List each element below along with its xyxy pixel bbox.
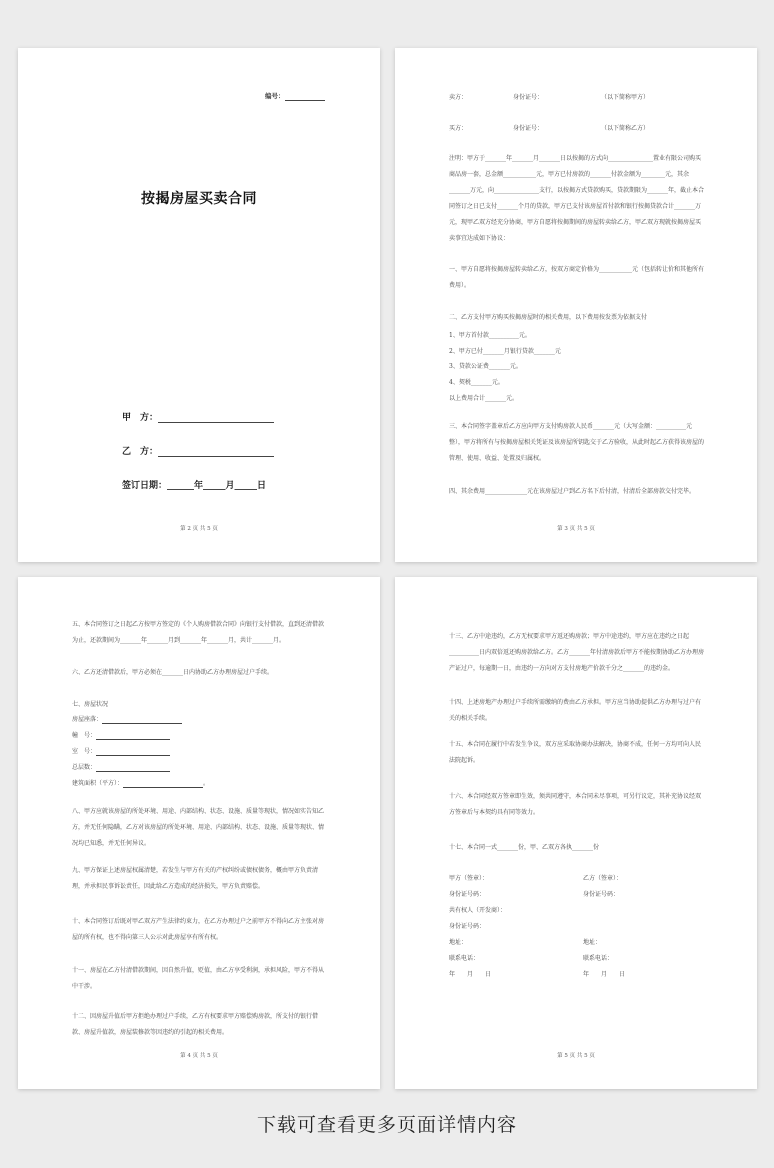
id-party-a: 身份证号码：	[449, 891, 486, 898]
property-field: 室 号：	[72, 747, 170, 756]
party-b-field: 乙 方：	[122, 444, 274, 457]
sign-party-a: 甲方（签章）：	[449, 875, 489, 882]
property-field: 总层数：	[72, 763, 170, 772]
download-more-prompt[interactable]: 下载可查看更多页面详情内容	[256, 1114, 517, 1136]
clause-5: 五、本合同签订之日起乙方按甲方签定的《个人购房借款合同》向银行支付借款，直到还清借款为止，还款期间为_______年_______月到_______年_______月，共计_______月。	[72, 621, 325, 644]
seller-ref: （以下简称甲方）	[601, 94, 650, 101]
contract-page-cover	[18, 48, 380, 562]
clause-17: 十七、本合同一式_______份，甲、乙双方各执_______份	[449, 844, 600, 851]
co-owner-label: 共有权人（开发商）：	[449, 907, 507, 914]
contract-number-label: 编号：	[265, 92, 325, 101]
address-b: 地址：	[583, 939, 602, 946]
clause-16: 十六、本合同经双方签章即生效，须共同遵守，本合同未尽事项，可另行议定，其补充协议经双方签章后与本契约具有同等效力。	[449, 793, 702, 816]
phone-b: 联系电话：	[583, 955, 614, 962]
clause-2: 二、乙方支付甲方购买按揭房屋时的相关费用，以下费用按发票为依据支付	[449, 314, 648, 321]
watermark	[100, 470, 117, 499]
id-co-owner: 身份证号码：	[449, 923, 486, 930]
fee-total: 以上费用合计_______元。	[449, 395, 519, 402]
id-party-b: 身份证号码：	[583, 891, 620, 898]
party-a-field: 甲 方：	[122, 410, 274, 423]
buyer-label: 买方：	[449, 125, 468, 132]
clause-10: 十、本合同签订后既对甲乙双方产生法律约束力，在乙方办理过户之前甲方不得向乙方主张对房屋的所有权，也不得向第三人公示对此房屋享有所有权。	[72, 918, 325, 941]
contract-page-5	[395, 577, 757, 1089]
property-field: 房屋座落：	[72, 715, 182, 724]
contract-page-2	[395, 48, 757, 562]
property-field: 建筑面积（平方）： 。	[72, 780, 210, 787]
page-number: 第 4 页 共 5 页	[180, 1053, 218, 1059]
clause-11: 十一、房屋在乙方付清借款期间，因自然升值，贬值，由乙方享受利润，承担风险，甲方不得从中干涉。	[72, 967, 325, 990]
address-a: 地址：	[449, 939, 468, 946]
clause-8: 八、甲方应就该房屋的所处环境、用途、内部结构、状态、设施、质量等现状，情况如实告知乙方，并无任何隐瞒，乙方对该房屋的所处环境、用途、内部结构、状态、设施、质量等现状、情况均已知悉，并无任何异议。	[72, 808, 325, 847]
clause-13: 十三、乙方中途违约，乙方无权要求甲方返还购房款；甲方中途违约，甲方应在违约之日起__________日内双倍返还购房款给乙方。乙方_______年付清房款后甲方不能按期协助乙方办理房产证过户，每逾期一日，由违约一方向对方支付房地产价款千分之_______的违约金。	[449, 633, 705, 672]
clause-9: 九、甲方保证上述房屋权属清楚，若发生与甲方有关的产权纠纷或债权债务，概由甲方负责清理，并承担民事诉讼责任，因此给乙方造成的经济损失，甲方负责赔偿。	[72, 867, 319, 890]
page-number: 第 5 页 共 5 页	[557, 1053, 595, 1059]
sign-date-field: 签订日期：______年_____月_____日	[122, 481, 267, 491]
page-number: 第 3 页 共 5 页	[557, 526, 595, 532]
property-field: 幢 号：	[72, 731, 170, 740]
contract-title: 按揭房屋买卖合同	[141, 191, 257, 207]
clause-12: 十二、因房屋升值后甲方拒绝办理过户手续，乙方有权要求甲方赔偿购房款，所支付的银行借款、房屋升值款，房屋装修款等因违约的引起的相关费用。	[72, 1013, 319, 1036]
phone-a: 联系电话：	[449, 955, 480, 962]
seller-id-label: 身份证号：	[513, 94, 544, 101]
seller-label: 卖方：	[449, 94, 468, 101]
sign-party-b: 乙方（签章）：	[583, 875, 623, 882]
clause-15: 十五、本合同在履行中若发生争议，双方应采取协商办法解决，协商不成，任何一方均可向人民法院起诉。	[449, 741, 702, 764]
clause-14: 十四、上述房地产办理过户手续所需缴纳的费由乙方承担。甲方应当协助提供乙方办理与过户有关的相关手续。	[449, 699, 702, 722]
buyer-id-label: 身份证号：	[513, 125, 544, 132]
contract-page-4	[18, 577, 380, 1089]
fee-item: 4、契税_______元。	[449, 379, 504, 386]
clause-3: 三、本合同签字盖章后乙方应向甲方支付购房款人民币_______元（大写金额：__________元整），甲方将所有与按揭房屋相关凭证及该房屋所钥匙交于乙方验收，从此时起乙方获得该房屋的管理、使用、收益、处置及归属权。	[449, 423, 705, 462]
fee-item: 1、甲方首付款__________元。	[449, 332, 531, 339]
page-number: 第 2 页 共 5 页	[180, 526, 218, 532]
clause-6: 六、乙方还清借款后，甲方必须在_______日内协助乙方办理房屋过户手续。	[72, 669, 274, 676]
clause-7-title: 七、房屋状况	[72, 701, 109, 708]
clause-1: 一、甲方自愿将按揭房屋转卖给乙方，按双方商定价格为___________元（包括转让价和其他所有费用）。	[449, 266, 705, 289]
intro-paragraph: 注明：甲方于_______年_______月_______日以按揭的方式向_______________置业有限公司购买商品房一套，总金额___________元，甲方已付房款的_______付款金额为________元，其余_______万元，向_______________支行，以按揭方式贷款购买，贷款期限为_______年，截止本合同签订之日已支付_______个月的贷款，甲方已支付该房屋首付款和银行按揭贷款合计_______万元，现甲乙双方经充分协商，甲方自愿将按揭期间的房屋转卖给乙方，甲乙双方现就按揭房屋买卖事宜达成如下协议：	[449, 155, 705, 242]
fee-item: 2、甲方已付_______月银行贷款_______元	[449, 348, 561, 355]
date-a: 年 月 日	[449, 971, 492, 978]
clause-4: 四、其余费用______________元在该房屋过户到乙方名下后付清，付清后全部房款交付完毕。	[449, 488, 696, 495]
fee-item: 3、贷款公证费_______元。	[449, 363, 522, 370]
buyer-ref: （以下简称乙方）	[601, 125, 650, 132]
date-b: 年 月 日	[583, 971, 626, 978]
